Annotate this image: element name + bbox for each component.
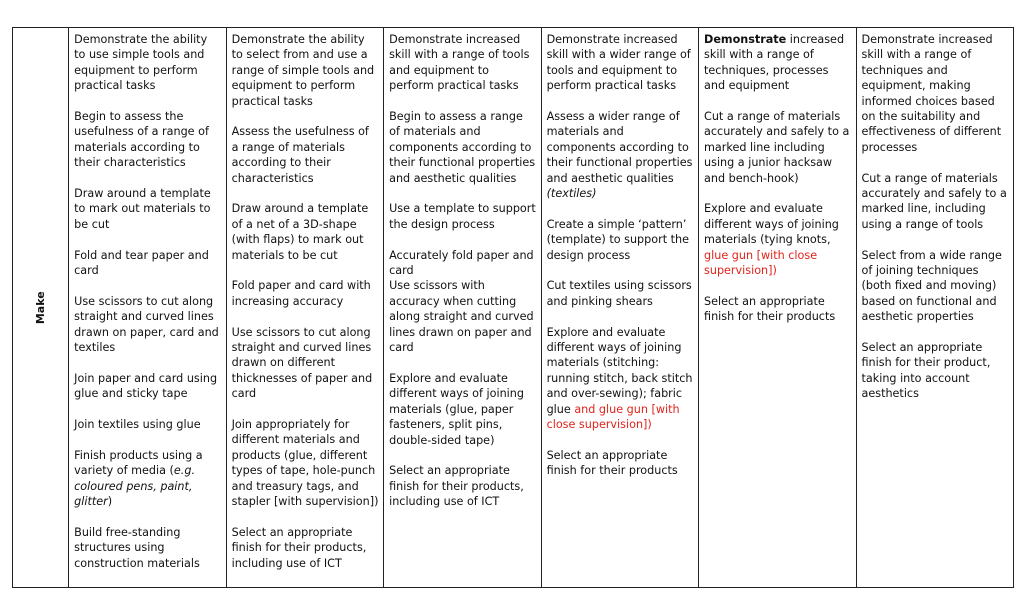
- column-1: [69, 28, 226, 588]
- text-segment: Explore and evaluate different ways of joining materials (stitching: running stitch, back stitch and over-sewing); fabric glue: [546, 325, 693, 416]
- text-segment: Select an appropriate finish for their products, including use of ICT: [389, 464, 524, 509]
- text-segment: Fold paper and card with increasing accuracy: [231, 279, 371, 308]
- text-segment: Demonstrate increased skill with a range of tools and equipment to perform practical tasks: [389, 33, 530, 93]
- text-segment: Create a simple ‘pattern’ (template) to support the design process: [546, 217, 690, 262]
- text-segment: Accurately fold paper and card: [389, 248, 534, 278]
- text-segment: and glue gun [with close supervision]): [546, 402, 680, 432]
- column-3-item: [389, 248, 536, 279]
- column-1-item: [74, 109, 221, 171]
- column-4-item: [547, 278, 694, 309]
- text-segment: Fold and tear paper and card: [74, 248, 209, 278]
- column-3-item: [389, 201, 536, 232]
- text-segment: Explore and evaluate different ways of joining materials (glue, paper fasteners, split pins, double-sided tape): [389, 371, 524, 447]
- text-segment: Select an appropriate finish for their product, taking into account aesthetics: [861, 341, 991, 401]
- text-segment: Cut textiles using scissors and pinking shears: [546, 279, 692, 308]
- text-segment: Join appropriately for different materials and products (glue, different types of tape, hole-punch and treasury tags, and stapler [with supervision]): [231, 418, 379, 509]
- text-segment: Use scissors with accuracy when cutting along straight and curved lines drawn on paper and card: [389, 279, 534, 355]
- text-segment: Draw around a template of a net of a 3D-shape (with flaps) to mark out materials to be cut: [231, 202, 369, 262]
- column-3-item: [389, 463, 536, 509]
- column-3-item: [389, 278, 536, 355]
- column-6-item: [862, 340, 1010, 402]
- column-4: [541, 28, 698, 588]
- row-label-cell: [13, 28, 69, 588]
- text-segment: Demonstrate the ability to use simple tools and equipment to perform practical tasks: [74, 33, 208, 93]
- column-1-item: [74, 248, 221, 279]
- column-2-item: [232, 417, 379, 509]
- text-segment: Draw around a template to mark out materials to be cut: [74, 187, 211, 231]
- text-segment: Begin to assess a range of materials and components according to their functional properties and aesthetic qualities: [389, 110, 536, 185]
- column-3: [384, 28, 541, 588]
- text-segment: e.g. coloured pens, paint, glitter: [74, 464, 196, 509]
- column-1-item: [74, 186, 221, 232]
- text-segment: Begin to assess the usefulness of a range of materials according to their characteristics: [74, 110, 209, 170]
- column-4-item: [547, 32, 694, 94]
- column-3-item: [389, 371, 536, 448]
- text-segment: Assess a wider range of materials and components according to their functional properties and aesthetic qualities: [546, 110, 693, 185]
- text-segment: Cut a range of materials accurately and safely to a marked line, including using a range of tools: [861, 171, 1007, 231]
- column-2-item: [232, 325, 379, 402]
- text-segment: Select an appropriate finish for their products: [546, 448, 678, 478]
- text-segment: Cut a range of materials accurately and safely to a marked line including using a junior hacksaw and bench-hook): [704, 110, 850, 185]
- text-segment: Select from a wide range of joining techniques (both fixed and moving) based on functional and aesthetic properties: [861, 248, 1002, 324]
- text-segment: Use scissors to cut along straight and curved lines drawn on paper, card and textiles: [74, 294, 219, 355]
- column-1-item: [74, 294, 221, 356]
- text-segment: Finish products using a variety of media (: [74, 448, 203, 478]
- text-segment: increased skill with a range of techniques, processes and equipment: [704, 33, 845, 93]
- column-4-item: [547, 109, 694, 201]
- column-4-item: [547, 217, 694, 263]
- column-4-item: [547, 448, 694, 479]
- column-4-item: [547, 325, 694, 433]
- text-segment: (textiles): [546, 187, 597, 201]
- row-label: Make: [33, 290, 47, 324]
- column-2-item: [232, 32, 379, 109]
- curriculum-table: [12, 27, 1014, 588]
- text-segment: Build free-standing structures using construction materials: [74, 525, 200, 570]
- column-5-item: [704, 294, 851, 325]
- text-segment: Select an appropriate finish for their products: [704, 294, 836, 324]
- text-segment: Demonstrate increased skill with a range of techniques and equipment, making informed choices based on the suitability and effectiveness of different processes: [861, 33, 1002, 154]
- column-6: [856, 28, 1014, 588]
- text-segment: Select an appropriate finish for their products, including use of ICT: [231, 525, 367, 570]
- column-1-item: [74, 32, 221, 94]
- column-2: [226, 28, 383, 588]
- column-2-item: [232, 278, 379, 309]
- column-2-item: [232, 201, 379, 263]
- column-2-item: [232, 124, 379, 186]
- column-6-item: [862, 248, 1010, 325]
- column-3-item: [389, 32, 536, 94]
- text-segment: Assess the usefulness of a range of materials according to their characteristics: [231, 125, 369, 185]
- column-1-item: [74, 525, 221, 571]
- column-5-item: [704, 109, 851, 186]
- text-segment: Demonstrate: [704, 33, 787, 46]
- column-3-item: [389, 109, 536, 186]
- text-segment: glue gun [with close supervision]): [704, 248, 818, 278]
- column-6-item: [862, 32, 1010, 155]
- text-segment: Join paper and card using glue and sticky tape: [74, 371, 218, 401]
- column-6-item: [862, 171, 1010, 233]
- text-segment: ): [107, 495, 113, 509]
- column-5: [699, 28, 856, 588]
- column-2-item: [232, 525, 379, 571]
- text-segment: Use a template to support the design process: [389, 202, 536, 231]
- column-1-item: [74, 371, 221, 402]
- text-segment: Join textiles using glue: [74, 418, 201, 432]
- column-1-item: [74, 448, 221, 510]
- text-segment: Use scissors to cut along straight and curved lines drawn on different thicknesses of paper and card: [231, 325, 373, 401]
- text-segment: Demonstrate the ability to select from and use a range of simple tools and equipment to perform practical tasks: [231, 33, 375, 108]
- text-segment: Demonstrate increased skill with a wider range of tools and equipment to perform practical tasks: [546, 33, 691, 93]
- text-segment: Explore and evaluate different ways of joining materials (tying knots,: [704, 202, 839, 247]
- column-5-item: [704, 201, 851, 278]
- column-5-item: [704, 32, 851, 94]
- column-1-item: [74, 417, 221, 432]
- make-row: [13, 28, 1014, 588]
